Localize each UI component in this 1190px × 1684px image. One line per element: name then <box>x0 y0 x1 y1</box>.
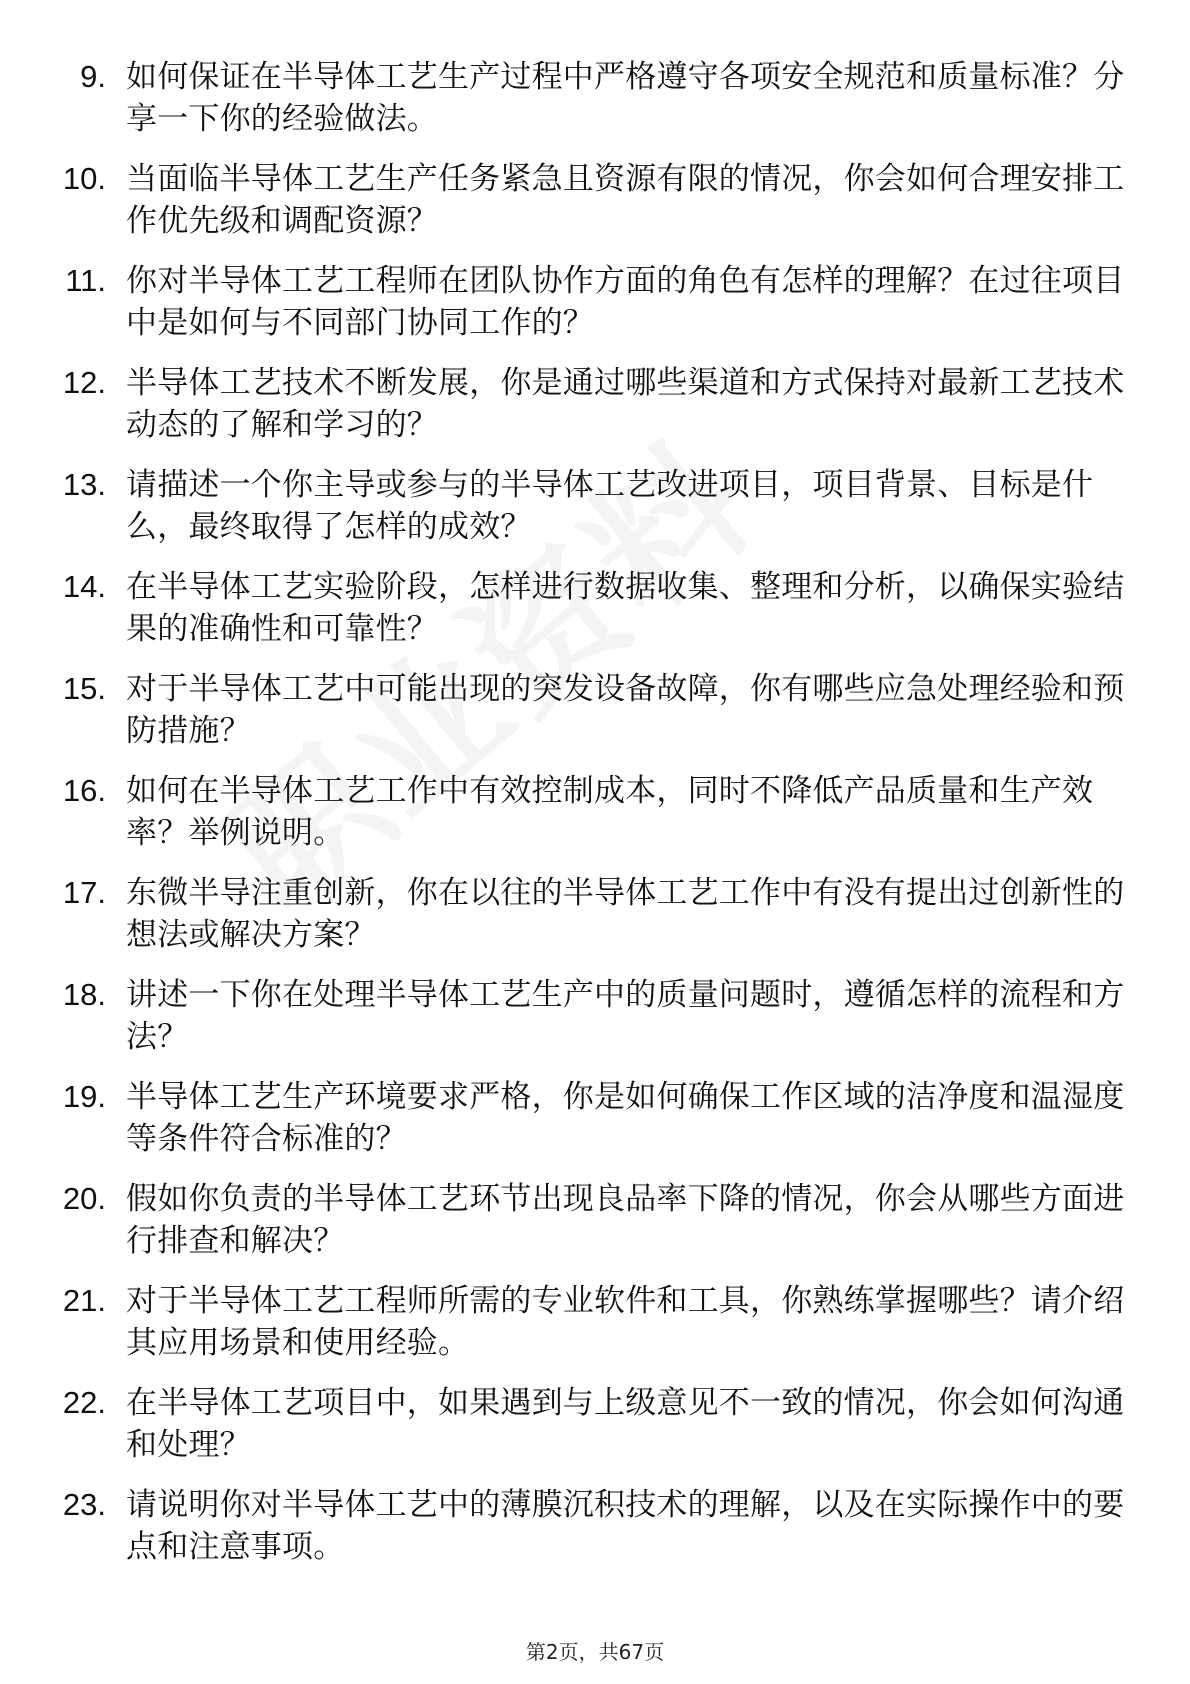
question-list <box>0 48 1190 1578</box>
question-text: 请说明你对半导体工艺中的薄膜沉积技术的理解，以及在实际操作中的要点和注意事项。 <box>126 1487 1125 1565</box>
question-text: 当面临半导体工艺生产任务紧急且资源有限的情况，你会如何合理安排工作优先级和调配资源？ <box>126 161 1125 239</box>
question-item <box>0 762 1190 864</box>
page-number-label: 第2页，共67页 <box>525 1640 665 1664</box>
question-item <box>0 558 1190 660</box>
question-text: 半导体工艺生产环境要求严格，你是如何确保工作区域的洁净度和温湿度等条件符合标准的？ <box>126 1079 1125 1157</box>
question-text: 半导体工艺技术不断发展，你是通过哪些渠道和方式保持对最新工艺技术动态的了解和学习的？ <box>126 365 1125 443</box>
question-number: 16. <box>62 773 106 808</box>
question-item <box>0 150 1190 252</box>
question-item <box>0 1476 1190 1578</box>
question-item <box>0 966 1190 1068</box>
question-text: 对于半导体工艺中可能出现的突发设备故障，你有哪些应急处理经验和预防措施？ <box>126 671 1125 749</box>
question-text: 讲述一下你在处理半导体工艺生产中的质量问题时，遵循怎样的流程和方法？ <box>126 977 1125 1055</box>
question-text: 假如你负责的半导体工艺环节出现良品率下降的情况，你会从哪些方面进行排查和解决？ <box>126 1181 1125 1259</box>
question-item <box>0 1272 1190 1374</box>
question-item <box>0 1170 1190 1272</box>
question-text: 如何在半导体工艺工作中有效控制成本，同时不降低产品质量和生产效率？举例说明。 <box>126 773 1094 851</box>
question-number: 15. <box>62 671 106 706</box>
question-text: 如何保证在半导体工艺生产过程中严格遵守各项安全规范和质量标准？分享一下你的经验做法。 <box>126 59 1125 137</box>
question-item <box>0 1374 1190 1476</box>
question-number: 22. <box>62 1385 106 1420</box>
question-item <box>0 456 1190 558</box>
question-text: 你对半导体工艺工程师在团队协作方面的角色有怎样的理解？在过往项目中是如何与不同部门协同工作的？ <box>126 263 1125 341</box>
question-number: 21. <box>62 1283 106 1318</box>
question-number: 12. <box>62 365 106 400</box>
question-text: 东微半导注重创新，你在以往的半导体工艺工作中有没有提出过创新性的想法或解决方案？ <box>126 875 1125 953</box>
question-text: 在半导体工艺实验阶段，怎样进行数据收集、整理和分析，以确保实验结果的准确性和可靠性？ <box>126 569 1125 647</box>
question-number: 10. <box>62 161 106 196</box>
question-text: 请描述一个你主导或参与的半导体工艺改进项目，项目背景、目标是什么，最终取得了怎样的成效？ <box>126 467 1094 545</box>
question-item <box>0 1068 1190 1170</box>
question-number: 17. <box>62 875 106 910</box>
question-text: 对于半导体工艺工程师所需的专业软件和工具，你熟练掌握哪些？请介绍其应用场景和使用经验。 <box>126 1283 1125 1361</box>
question-number: 19. <box>62 1079 106 1114</box>
question-number: 14. <box>62 569 106 604</box>
question-number: 18. <box>62 977 106 1012</box>
question-number: 9. <box>80 59 106 94</box>
question-number: 13. <box>62 467 106 502</box>
question-item <box>0 864 1190 966</box>
question-item <box>0 660 1190 762</box>
question-number: 11. <box>65 263 106 298</box>
question-text: 在半导体工艺项目中，如果遇到与上级意见不一致的情况，你会如何沟通和处理？ <box>126 1385 1125 1463</box>
question-number: 20. <box>62 1181 106 1216</box>
question-number: 23. <box>62 1487 106 1522</box>
question-item <box>0 252 1190 354</box>
question-item <box>0 48 1190 150</box>
page-footer <box>0 1640 1190 1664</box>
question-item <box>0 354 1190 456</box>
